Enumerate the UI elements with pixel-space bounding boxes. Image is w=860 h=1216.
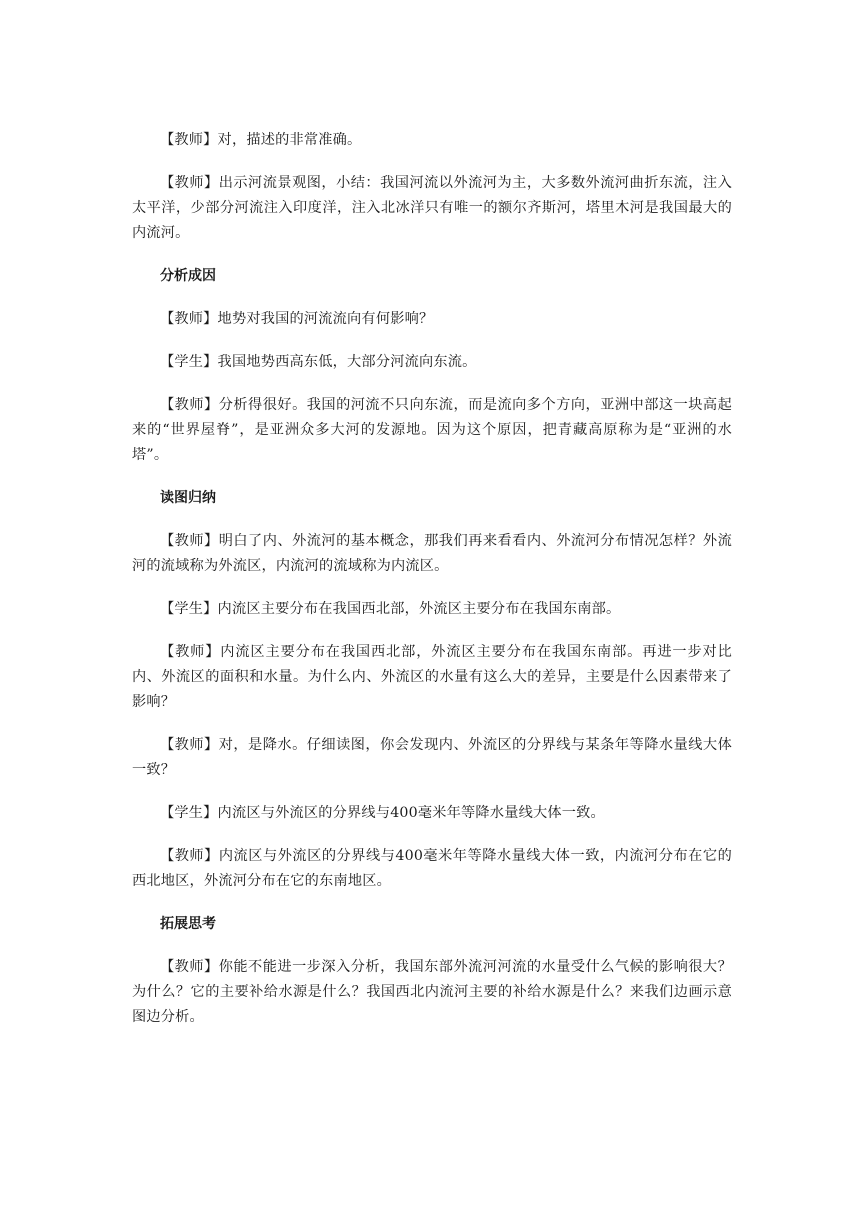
paragraph: 【教师】内流区主要分布在我国西北部，外流区主要分布在我国东南部。再进一步对比内、外流区的面积和水量。为什么内、外流区的水量有这么大的差异，主要是什么因素带来了影响？ [132,644,732,710]
paragraph: 【教师】分析得很好。我国的河流不只向东流，而是流向多个方向，亚洲中部这一块高起来的“世界屋脊”，是亚洲众多大河的发源地。因为这个原因，把青藏高原称为是“亚洲的水塔”。 [132,397,732,463]
paragraph: 【学生】内流区主要分布在我国西北部，外流区主要分布在我国东南部。 [160,601,621,617]
section-heading: 读图归纳 [160,490,216,506]
document-page [132,128,732,1048]
paragraph: 【教师】你能不能进一步深入分析，我国东部外流河河流的水量受什么气候的影响很大？为什么？它的主要补给水源是什么？我国西北内流河主要的补给水源是什么？来我们边画示意图边分析。 [132,959,732,1025]
paragraph: 【教师】地势对我国的河流流向有何影响？ [160,311,434,327]
paragraph: 【教师】对，描述的非常准确。 [160,132,362,148]
paragraph: 【学生】内流区与外流区的分界线与400毫米年等降水量线大体一致。 [160,805,605,821]
paragraph: 【教师】内流区与外流区的分界线与400毫米年等降水量线大体一致，内流河分布在它的西北地区，外流河分布在它的东南地区。 [132,848,732,889]
paragraph: 【学生】我国地势西高东低，大部分河流向东流。 [160,354,477,370]
paragraph: 【教师】对，是降水。仔细读图，你会发现内、外流区的分界线与某条年等降水量线大体一致？ [132,737,732,778]
paragraph: 【教师】出示河流景观图，小结：我国河流以外流河为主，大多数外流河曲折东流，注入太平洋，少部分河流注入印度洋，注入北冰洋只有唯一的额尔齐斯河，塔里木河是我国最大的内流河。 [132,175,732,241]
section-heading: 分析成因 [160,268,216,284]
section-heading: 拓展思考 [160,916,216,932]
paragraph: 【教师】明白了内、外流河的基本概念，那我们再来看看内、外流河分布情况怎样？外流河的流域称为外流区，内流河的流域称为内流区。 [132,533,732,574]
